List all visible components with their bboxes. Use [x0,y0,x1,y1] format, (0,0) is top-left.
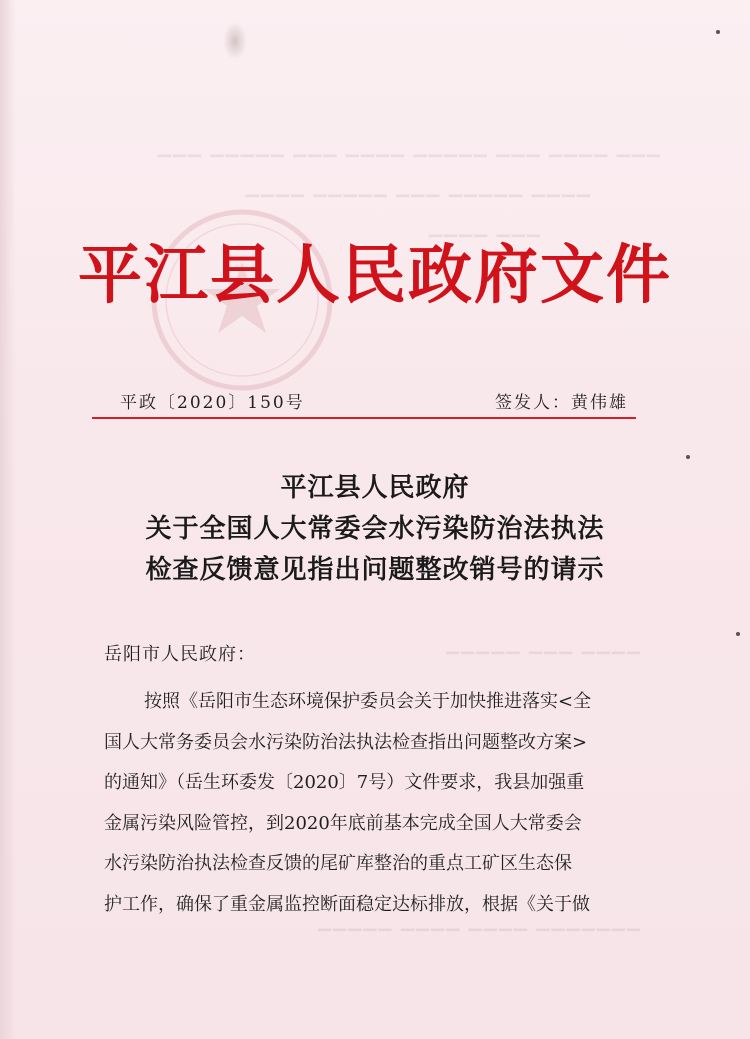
scan-speck [686,455,690,459]
body-line: 水污染防治执法检查反馈的尾矿库整治的重点工矿区生态保 [104,853,572,874]
bleed-through-line: ▁▁▁▁ ▁▁▁ ▁▁▁▁▁ [444,635,640,655]
scan-speck [716,30,720,34]
body-line: 的通知》（岳生环委发〔2020〕7号）文件要求，我县加强重 [104,772,585,793]
bleed-through-line: ▁▁▁▁▁▁▁ ▁▁▁▁ ▁▁▁▁ ▁▁▁▁▁ [316,912,640,932]
body-line: 按照《岳阳市生态环境保护委员会关于加快推进落实<全 [144,691,592,712]
bleed-through-line: ▁▁▁▁ ▁▁▁▁▁ ▁▁▁ ▁▁▁▁▁ ▁▁▁▁ [243,178,590,198]
bleed-through-line: ▁▁▁ ▁▁▁▁ ▁▁▁ ▁▁▁▁▁ ▁▁▁▁ ▁▁▁ ▁▁▁▁▁ ▁▁▁ [155,138,660,158]
document-header-title: 平江县人民政府文件 [78,238,672,313]
bleed-through-line: ▁▁▁ ▁▁▁▁ [427,218,540,238]
body-line: 金属污染风险管控，到2020年底前基本完成全国人大常委会 [104,812,582,834]
scan-smudge [223,22,247,60]
body-line: 国人大常务委员会水污染防治法执法检查指出问题整改方案> [104,731,588,753]
body-paragraph [104,682,644,925]
title-line: 关于全国人大常委会水污染防治法执法 [145,514,605,544]
issuer-signature: 签发人：黄伟雄 [495,393,628,413]
title-line: 检查反馈意见指出问题整改销号的请示 [145,555,605,585]
scan-speck [736,632,740,636]
red-separator-line [92,417,636,419]
body-line: 护工作，确保了重金属监控断面稳定达标排放，根据《关于做 [104,893,590,915]
document-number: 平政〔2020〕150号 [120,393,305,413]
recipient-line: 岳阳市人民政府： [104,644,256,665]
title-line: 平江县人民政府 [280,473,470,503]
document-title [0,468,750,591]
